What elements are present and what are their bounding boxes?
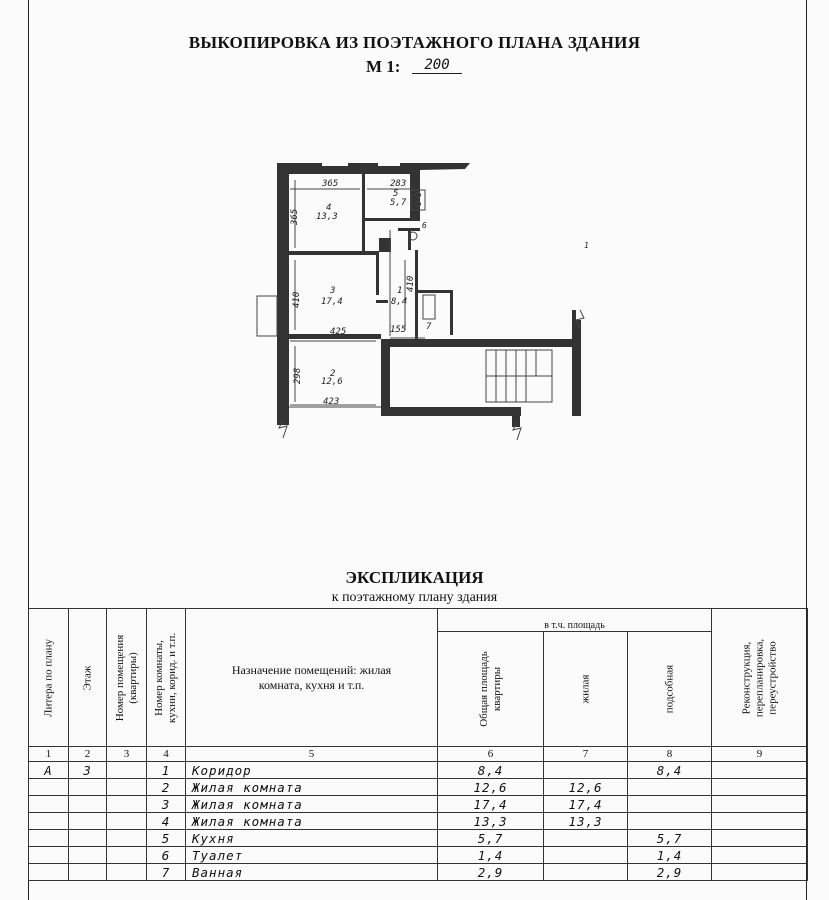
cell-apt bbox=[107, 796, 147, 813]
room-7-number: 7 bbox=[426, 322, 432, 332]
room-2-number: 2 bbox=[330, 369, 336, 379]
room-4-number: 4 bbox=[326, 203, 332, 213]
cell-litera bbox=[29, 830, 69, 847]
room-5-number: 5 bbox=[393, 189, 399, 199]
dim-left-room2: 298 bbox=[293, 367, 303, 384]
col-num: 4 bbox=[147, 747, 186, 762]
cell-room: 3 bbox=[147, 796, 186, 813]
room-1-area: 8,4 bbox=[391, 297, 408, 307]
cell-reconstruction bbox=[712, 847, 808, 864]
room-1-number: 1 bbox=[397, 286, 403, 296]
cell-living bbox=[544, 762, 628, 779]
cell-floor bbox=[69, 864, 107, 881]
cell-room: 7 bbox=[147, 864, 186, 881]
cell-litera bbox=[29, 796, 69, 813]
header-floor: Этаж bbox=[69, 609, 107, 747]
cell-apt bbox=[107, 762, 147, 779]
cell-apt bbox=[107, 830, 147, 847]
header-area-group: в т.ч. площадь bbox=[438, 609, 712, 632]
cell-reconstruction bbox=[712, 762, 808, 779]
room-6-number: 6 bbox=[422, 221, 427, 230]
col-num: 9 bbox=[712, 747, 808, 762]
cell-total: 13,3 bbox=[438, 813, 544, 830]
cell-aux: 5,7 bbox=[628, 830, 712, 847]
header-room-number: Номер комнаты, кухни, корид. и т.п. bbox=[147, 609, 186, 747]
cell-room: 4 bbox=[147, 813, 186, 830]
cell-name: Кухня bbox=[186, 830, 438, 847]
cell-total: 2,9 bbox=[438, 864, 544, 881]
cell-floor bbox=[69, 847, 107, 864]
cell-living: 17,4 bbox=[544, 796, 628, 813]
explication-title: ЭКСПЛИКАЦИЯ bbox=[345, 568, 484, 587]
table-row bbox=[29, 847, 808, 864]
cell-room: 1 bbox=[147, 762, 186, 779]
cell-living bbox=[544, 864, 628, 881]
cell-reconstruction bbox=[712, 779, 808, 796]
dim-bottom-room3: 425 bbox=[330, 327, 347, 337]
cell-litera bbox=[29, 779, 69, 796]
cell-floor bbox=[69, 813, 107, 830]
cell-living: 12,6 bbox=[544, 779, 628, 796]
cell-total: 5,7 bbox=[438, 830, 544, 847]
cell-total: 12,6 bbox=[438, 779, 544, 796]
header-litera: Литера по плану bbox=[29, 609, 69, 747]
cell-apt bbox=[107, 847, 147, 864]
col-num: 1 bbox=[29, 747, 69, 762]
header-purpose: Назначение помещений: жилая комната, кухня и т.п. bbox=[186, 609, 438, 747]
col-num: 5 bbox=[186, 747, 438, 762]
cell-living bbox=[544, 847, 628, 864]
plan-marker: 1 bbox=[584, 241, 589, 250]
cell-reconstruction bbox=[712, 864, 808, 881]
cell-total: 17,4 bbox=[438, 796, 544, 813]
cell-name: Ванная bbox=[186, 864, 438, 881]
cell-room: 6 bbox=[147, 847, 186, 864]
dim-corridor-height: 410 bbox=[406, 275, 416, 292]
cell-total: 8,4 bbox=[438, 762, 544, 779]
cell-apt bbox=[107, 779, 147, 796]
cell-room: 2 bbox=[147, 779, 186, 796]
dim-left-room4: 365 bbox=[290, 208, 300, 225]
cell-name: Жилая комната bbox=[186, 779, 438, 796]
cell-aux: 8,4 bbox=[628, 762, 712, 779]
cell-aux bbox=[628, 796, 712, 813]
cell-floor: 3 bbox=[69, 762, 107, 779]
cell-aux: 1,4 bbox=[628, 847, 712, 864]
scale-value: 200 bbox=[412, 57, 462, 74]
col-num: 7 bbox=[544, 747, 628, 762]
dim-left-room3: 410 bbox=[292, 291, 302, 308]
col-num: 8 bbox=[628, 747, 712, 762]
cell-total: 1,4 bbox=[438, 847, 544, 864]
cell-reconstruction bbox=[712, 830, 808, 847]
cell-litera bbox=[29, 847, 69, 864]
cell-living bbox=[544, 830, 628, 847]
header-row-top bbox=[29, 609, 808, 632]
table-row bbox=[29, 830, 808, 847]
explication-subtitle: к поэтажному плану здания bbox=[331, 590, 498, 605]
room-3-number: 3 bbox=[330, 286, 336, 296]
dim-top-room5: 283 bbox=[390, 179, 407, 189]
col-num: 2 bbox=[69, 747, 107, 762]
room-2-area: 12,6 bbox=[321, 377, 343, 387]
cell-apt bbox=[107, 813, 147, 830]
table-row bbox=[29, 779, 808, 796]
cell-name: Жилая комната bbox=[186, 796, 438, 813]
cell-apt bbox=[107, 864, 147, 881]
dim-top-room4: 365 bbox=[322, 179, 339, 189]
cell-aux bbox=[628, 813, 712, 830]
col-num: 3 bbox=[107, 747, 147, 762]
cell-reconstruction bbox=[712, 796, 808, 813]
header-living-area: жилая bbox=[544, 632, 628, 747]
cell-room: 5 bbox=[147, 830, 186, 847]
cell-reconstruction bbox=[712, 813, 808, 830]
document-title: ВЫКОПИРОВКА ИЗ ПОЭТАЖНОГО ПЛАНА ЗДАНИЯ bbox=[188, 33, 641, 52]
room-4-area: 13,3 bbox=[316, 212, 338, 222]
header-apartment: Номер помещения (квартиры) bbox=[107, 609, 147, 747]
cell-floor bbox=[69, 779, 107, 796]
cell-name: Коридор bbox=[186, 762, 438, 779]
table-row bbox=[29, 796, 808, 813]
table-row bbox=[29, 813, 808, 830]
floor-plan bbox=[250, 150, 610, 450]
cell-litera bbox=[29, 813, 69, 830]
table-row bbox=[29, 762, 808, 779]
cell-floor bbox=[69, 796, 107, 813]
explication-table bbox=[28, 608, 808, 881]
cell-name: Туалет bbox=[186, 847, 438, 864]
header-reconstruction: Реконструкция, перепланировка, переустройство bbox=[712, 609, 808, 747]
cell-litera: А bbox=[29, 762, 69, 779]
room-5-area: 5,7 bbox=[390, 198, 407, 208]
room-3-area: 17,4 bbox=[321, 297, 343, 307]
scale-label: М 1: bbox=[366, 57, 401, 76]
header-total-area: Общая площадь квартиры bbox=[438, 632, 544, 747]
dim-bottom-room2: 423 bbox=[323, 397, 340, 407]
cell-aux: 2,9 bbox=[628, 864, 712, 881]
cell-name: Жилая комната bbox=[186, 813, 438, 830]
cell-litera bbox=[29, 864, 69, 881]
column-number-row bbox=[29, 747, 808, 762]
cell-floor bbox=[69, 830, 107, 847]
col-num: 6 bbox=[438, 747, 544, 762]
cell-aux bbox=[628, 779, 712, 796]
header-auxiliary-area: подсобная bbox=[628, 632, 712, 747]
dim-bottom-corridor: 155 bbox=[390, 325, 407, 335]
cell-living: 13,3 bbox=[544, 813, 628, 830]
table-row bbox=[29, 864, 808, 881]
